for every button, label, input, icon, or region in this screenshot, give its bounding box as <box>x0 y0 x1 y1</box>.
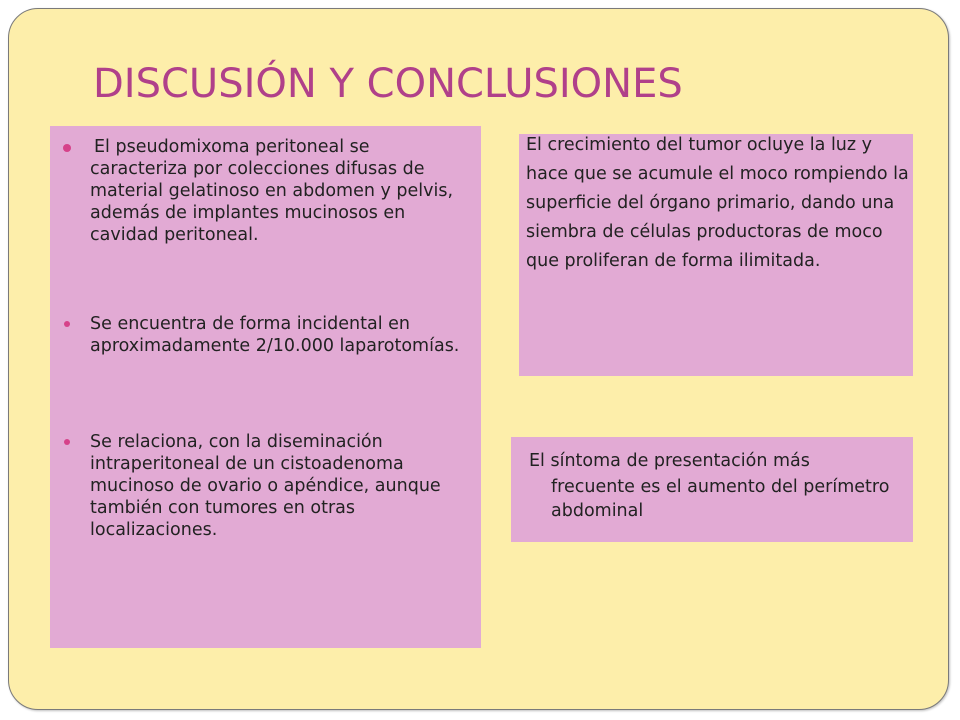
bullet-item <box>90 313 470 357</box>
bullet-text: El pseudomixoma peritoneal se caracteriza por colecciones difusas de material gelatinoso en abdomen y pelvis, además de implantes mucinosos en cavidad peritoneal. <box>90 137 454 245</box>
bullet-icon <box>63 144 71 152</box>
left-text-box <box>50 126 481 648</box>
bottom-right-line-2: frecuente es el aumento del perímetro abdominal <box>551 477 890 521</box>
slide-background <box>8 8 949 710</box>
bottom-right-paragraph <box>529 447 899 523</box>
bottom-right-text-box <box>511 437 913 542</box>
bullet-item <box>90 136 470 246</box>
bullet-text: Se encuentra de forma incidental en aproximadamente 2/10.000 laparotomías. <box>90 314 460 356</box>
bullet-icon <box>64 321 70 327</box>
bullet-item <box>90 431 470 541</box>
bullet-text: Se relaciona, con la diseminación intraperitoneal de un cistoadenoma mucinoso de ovario o apéndice, aunque también con tumores en otras localizaciones. <box>90 432 441 540</box>
top-right-paragraph: El crecimiento del tumor ocluye la luz y hace que se acumule el moco rompiendo la superficie del órgano primario, dando una siembra de células productoras de moco que proliferan de forma ilimitada. <box>526 135 909 271</box>
top-right-text-box <box>519 134 913 376</box>
bottom-right-line-1: El síntoma de presentación más <box>529 451 810 471</box>
bullet-icon <box>64 439 70 445</box>
slide-title: DISCUSIÓN Y CONCLUSIONES <box>93 61 683 107</box>
